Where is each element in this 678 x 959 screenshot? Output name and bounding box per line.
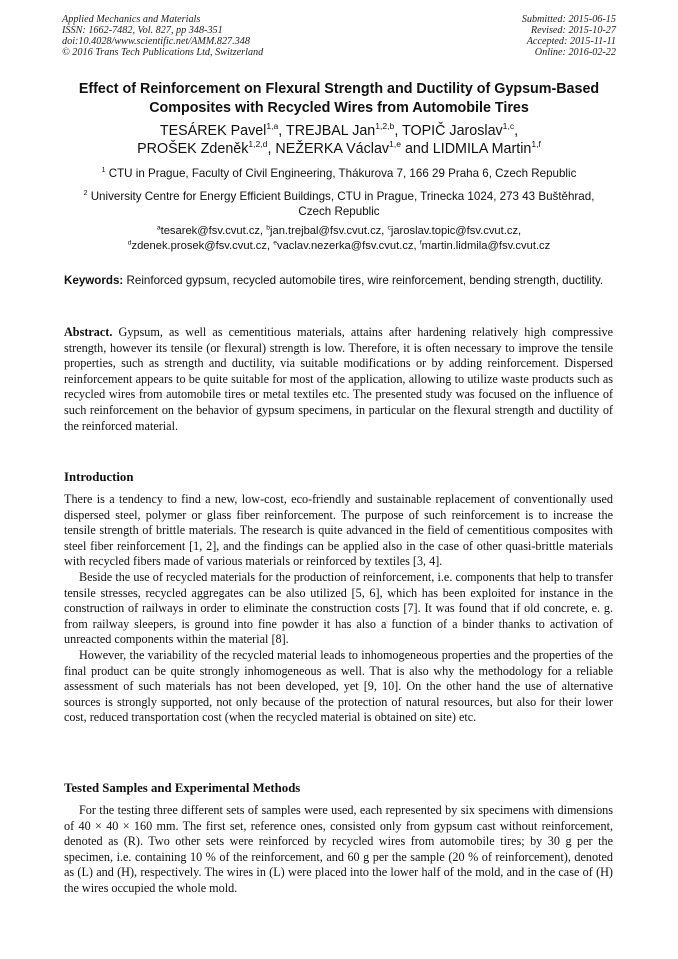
email-mark: d bbox=[127, 239, 132, 247]
email[interactable] bbox=[266, 225, 387, 237]
paragraph: However, the variability of the recycled material leads to inhomogeneous properties and the properties of the final product can be quite strongly inhomogeneous as well. That is also why the methodology for a reliable assessment of such materials has not been developed, yet [9, 10]. On the other hand the use of alternative sources is strongly supported, not only because of the protection of natural resources, but also for their lower cost, reduced transportation cost (when the recycled material is obtained on site) etc. bbox=[64, 647, 613, 725]
author bbox=[275, 141, 432, 157]
email-address[interactable]: zdenek.prosek@fsv.cvut.cz bbox=[131, 240, 267, 252]
author-name: TOPIČ Jaroslav bbox=[402, 123, 503, 139]
abstract-label: Abstract. bbox=[64, 325, 113, 339]
email-mark: f bbox=[419, 239, 422, 247]
journal-info bbox=[62, 14, 263, 58]
affiliation-text: CTU in Prague, Faculty of Civil Engineering, Thákurova 7, 166 29 Praha 6, Czech Republic bbox=[108, 167, 577, 180]
abstract bbox=[64, 325, 613, 434]
email-address[interactable]: martin.lidmila@fsv.cvut.cz bbox=[421, 240, 551, 252]
author-affil-mark: 1,a bbox=[266, 121, 279, 132]
author-separator: , bbox=[267, 141, 276, 157]
author bbox=[137, 141, 275, 157]
affiliation-2 bbox=[70, 189, 608, 219]
author-separator: , bbox=[514, 123, 519, 139]
tested-samples-body bbox=[64, 803, 613, 897]
author-name: PROŠEK Zdeněk bbox=[137, 141, 249, 157]
keywords bbox=[64, 273, 613, 288]
author-name: TREJBAL Jan bbox=[285, 123, 376, 139]
submitted-date: Submitted: 2015-06-15 bbox=[521, 14, 616, 25]
paragraph: For the testing three different sets of samples were used, each represented by six specimens with dimensions of 40 × 40 × 160 mm. The first set, reference ones, consisted only from gypsum cast without reinforcement, denoted as (R). Two other sets were reinforced by recycled wires from automobile tires; by 30 g per the specimen, i.e. containing 10 % of the reinforcement, and 60 g per the sample (20 % of reinforcement), denoted as (L) and (H), respectively. The wires in (L) were placed into the lower half of the mold, and in the case of (H) the wires occupied the whole mold. bbox=[64, 803, 613, 895]
author bbox=[286, 123, 402, 139]
submission-dates bbox=[522, 14, 616, 58]
author-affil-mark: 1,f bbox=[531, 139, 541, 150]
copyright-line: © 2016 Trans Tech Publications Ltd, Switzerland bbox=[62, 47, 264, 58]
author-name: TESÁREK Pavel bbox=[159, 123, 267, 139]
paragraph: There is a tendency to find a new, low-cost, eco-friendly and sustainable replacement of conventionally used dispersed steel, polymer or glass fiber reinforcement. The purpose of such reinforcement is to increase the tensile strength of brittle materials. The research is quite advanced in the field of cementitious composites with steel fiber reinforcement [1, 2], and the findings can be applied also in the case of other quasi-brittle materials with recycled fibers made of various materials or reinforced by textiles [3, 4]. bbox=[64, 492, 613, 569]
email-separator: , bbox=[413, 240, 420, 252]
author-separator: and bbox=[400, 141, 433, 157]
affiliation-number: 2 bbox=[83, 190, 88, 198]
email-mark: c bbox=[387, 224, 391, 232]
email-list bbox=[58, 224, 620, 254]
email-separator: , bbox=[267, 240, 274, 252]
email-mark: a bbox=[156, 224, 161, 232]
affiliation-number: 1 bbox=[101, 167, 106, 175]
author-affil-mark: 1,e bbox=[389, 139, 401, 150]
author-affil-mark: 1,2,d bbox=[248, 139, 268, 150]
affiliation-1 bbox=[70, 166, 608, 181]
email-separator: , bbox=[381, 225, 388, 237]
journal-name: Applied Mechanics and Materials bbox=[62, 14, 201, 25]
author-list bbox=[58, 122, 620, 158]
email[interactable] bbox=[387, 225, 521, 237]
revised-date: Revised: 2015-10-27 bbox=[530, 25, 616, 36]
author-affil-mark: 1,2,b bbox=[375, 121, 395, 132]
paper-title: Effect of Reinforcement on Flexural Strength and Ductility of Gypsum-Based Composites with Recycled Wires from Automobile Tires bbox=[78, 81, 600, 116]
email[interactable] bbox=[420, 240, 551, 252]
email-mark: b bbox=[266, 224, 270, 232]
author-separator: , bbox=[278, 123, 286, 139]
tested-samples-heading: Tested Samples and Experimental Methods bbox=[64, 781, 301, 795]
email-separator: , bbox=[260, 225, 267, 237]
email-mark: e bbox=[273, 239, 277, 247]
email[interactable] bbox=[157, 225, 266, 237]
abstract-text: Gypsum, as well as cementitious materials, attains after hardening relatively high compressive strength, however its tensile (or flexural) strength is low. Therefore, it is often necessary to improve the tensile properties, such as strength and ductility, via suitable modifications or by adding reinforcement. Dispersed reinforcement appears to be quite suitable for most of the application, allowing to utilize waste products such as recycled wires from automobile tires or metal textiles etc. The presented study was focused on the influence of such reinforcement on the behavior of gypsum specimens, in particular on the flexural strength and ductility of the reinforced material. bbox=[64, 325, 613, 433]
introduction-heading: Introduction bbox=[64, 470, 134, 484]
author bbox=[160, 123, 286, 139]
keywords-text: Reinforced gypsum, recycled automobile tires, wire reinforcement, bending strength, ductility. bbox=[126, 274, 604, 287]
email-address[interactable]: tesarek@fsv.cvut.cz bbox=[160, 225, 261, 237]
introduction-body bbox=[64, 492, 613, 726]
author bbox=[402, 123, 518, 139]
email-address[interactable]: jaroslav.topic@fsv.cvut.cz bbox=[390, 225, 519, 237]
email[interactable] bbox=[273, 240, 420, 252]
author-name: LIDMILA Martin bbox=[432, 141, 532, 157]
keywords-label: Keywords: bbox=[64, 274, 124, 287]
paragraph: Beside the use of recycled materials for the production of reinforcement, i.e. components that help to transfer tensile stresses, recycled aggregates can be also utilized [5, 6], which has been exploited for instance in the construction of railways in order to eliminate the construction costs [7]. It was found that if old concrete, e. g. from railway sleepers, is ground into fine powder it has also a function of a binder thanks to activation of unreacted components within the material [8]. bbox=[64, 569, 613, 647]
email-address[interactable]: vaclav.nezerka@fsv.cvut.cz bbox=[276, 240, 414, 252]
accepted-date: Accepted: 2015-11-11 bbox=[526, 36, 616, 47]
online-date: Online: 2016-02-22 bbox=[534, 47, 616, 58]
email-address[interactable]: jan.trejbal@fsv.cvut.cz bbox=[270, 225, 382, 237]
issn-line: ISSN: 1662-7482, Vol. 827, pp 348-351 bbox=[62, 25, 223, 36]
author-name: NEŽERKA Václav bbox=[275, 141, 390, 157]
affiliation-text: University Centre for Energy Efficient Buildings, CTU in Prague, Trinecka 1024, 273 43 Buštěhrad, Czech Republic bbox=[90, 190, 595, 218]
author bbox=[433, 141, 541, 157]
author-separator: , bbox=[394, 123, 403, 139]
email[interactable] bbox=[128, 240, 273, 252]
author-affil-mark: 1,c bbox=[502, 121, 515, 132]
email-separator: , bbox=[518, 225, 522, 237]
doi-line[interactable]: doi:10.4028/www.scientific.net/AMM.827.348 bbox=[62, 36, 250, 47]
